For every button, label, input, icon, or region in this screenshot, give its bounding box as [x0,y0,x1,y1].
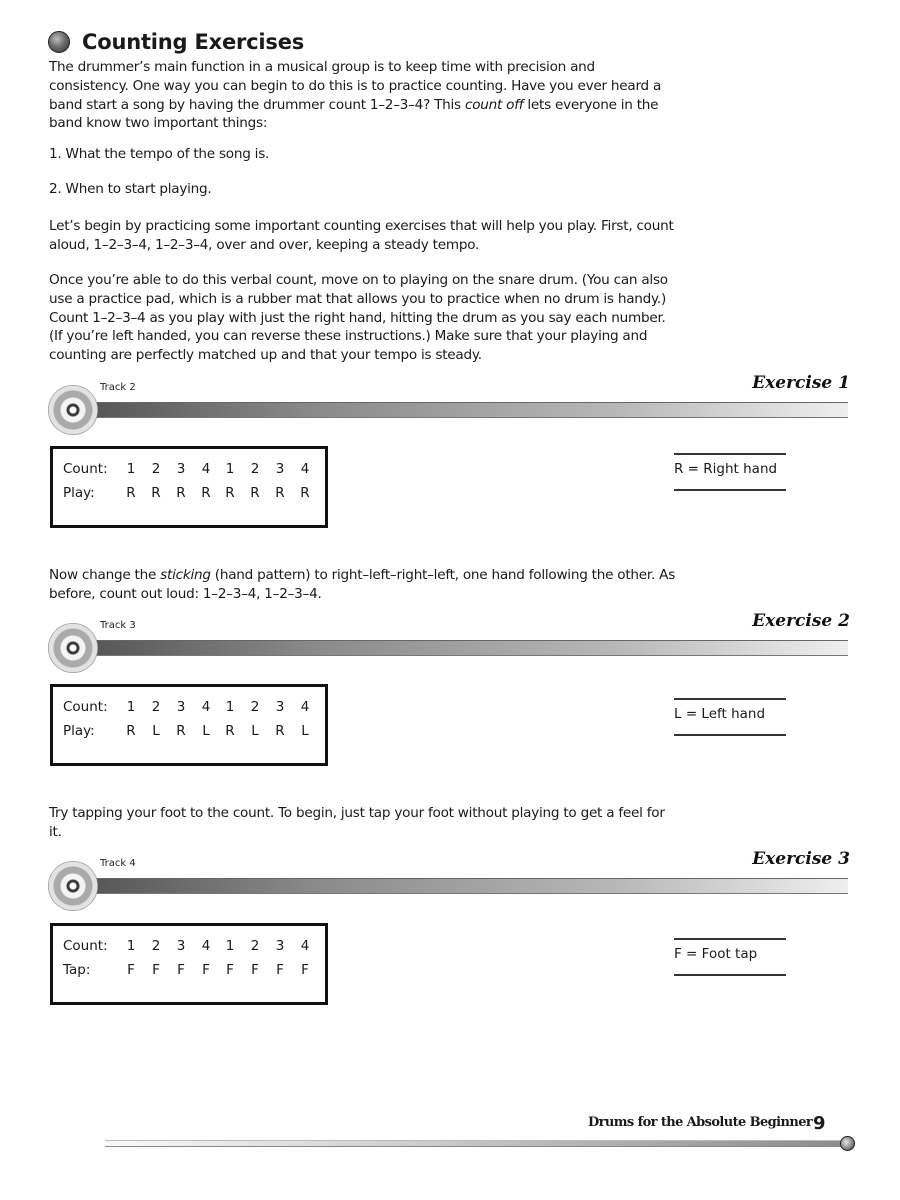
count-cell: 4 [201,461,211,477]
count-cell: 4 [300,938,310,954]
count-cell: 3 [275,461,285,477]
play-cell: L [152,723,160,739]
play-cell: F [202,962,210,978]
count-cell: 1 [225,699,235,715]
page-number: 9 [813,1113,826,1134]
play-cell: L [301,723,309,739]
section-title: Counting Exercises [82,30,305,54]
play-label: Play: [63,723,95,739]
exercise-1-label: Exercise 1 [752,373,850,393]
italic-term: sticking [160,567,211,583]
count-cell: 1 [225,938,235,954]
count-cell: 3 [275,699,285,715]
exercise-3-label: Exercise 3 [752,849,850,869]
footer-bar [105,1140,845,1147]
count-cell: 2 [250,461,260,477]
exercise-3-legend [674,938,786,976]
count-label: Count: [63,938,108,954]
play-cell: L [202,723,210,739]
count-cell: 3 [176,461,186,477]
sticking-paragraph: Now change the sticking (hand pattern) to right–left–right–left, one hand following the other. As before, count out loud: 1–2–3–4, 1–2–3–4. [49,567,676,602]
track-label: Track 2 [100,382,136,393]
play-cell: R [176,485,186,501]
play-cell: F [226,962,234,978]
play-label: Play: [63,485,95,501]
play-cell: R [250,485,260,501]
count-cell: 1 [126,699,136,715]
count-cell: 2 [151,461,161,477]
count-cell: 1 [126,938,136,954]
play-cell: F [251,962,259,978]
count-label: Count: [63,461,108,477]
cd-icon [48,861,98,911]
play-cell: R [151,485,161,501]
count-cell: 2 [151,938,161,954]
counting-paragraph: Let’s begin by practicing some important counting exercises that will help you play. First, count aloud, 1–2–3–4, 1–2–3–4, over and over, keeping a steady tempo. [49,218,674,253]
count-cell: 3 [275,938,285,954]
play-cell: R [275,723,285,739]
exercise-2-label: Exercise 2 [752,611,850,631]
count-cell: 4 [300,699,310,715]
track-bar [86,402,848,418]
count-cell: 1 [126,461,136,477]
play-cell: F [127,962,135,978]
exercise-1-legend [674,453,786,491]
legend-text: L = Left hand [674,706,766,722]
count-label: Count: [63,699,108,715]
count-cell: 3 [176,699,186,715]
play-cell: R [176,723,186,739]
exercise-1-count-box [50,446,328,528]
count-cell: 3 [176,938,186,954]
footer-book-title: Drums for the Absolute Beginner [588,1115,813,1130]
play-cell: F [152,962,160,978]
count-cell: 2 [250,938,260,954]
section-heading [48,30,304,54]
track-label: Track 3 [100,620,136,631]
tap-label: Tap: [63,962,91,978]
italic-term: count off [464,96,524,113]
track-bar [86,640,848,656]
round-bullet-icon [48,31,70,53]
play-cell: R [300,485,310,501]
list-item-tempo: 1. What the tempo of the song is. [49,146,270,162]
exercise-2-legend [674,698,786,736]
exercise-3-count-box [50,923,328,1005]
play-cell: R [201,485,211,501]
count-cell: 2 [151,699,161,715]
play-cell: F [276,962,284,978]
play-cell: R [225,723,235,739]
legend-text: R = Right hand [674,461,778,477]
count-cell: 4 [300,461,310,477]
intro-paragraph: The drummer’s main function in a musical group is to keep time with precision and consistency. One way you can begin to do this is to practice counting. Have you ever heard a band start a song by having the drummer count 1–2–3–4? This count off lets everyone in the band know two important things: [49,59,662,132]
snare-paragraph: Once you’re able to do this verbal count, move on to playing on the snare drum. (You can also use a practice pad, which is a rubber mat that allows you to practice when no drum is handy.) Count 1–2–3–4 as you play with just the right hand, hitting the drum as you say each number. (If you’re left handed, you can reverse these instructions.) Make sure that your playing and counting are perfectly matched up and that your tempo is steady. [49,272,668,364]
list-item-start: 2. When to start playing. [49,181,212,197]
track-bar [86,878,848,894]
exercise-2-count-box [50,684,328,766]
play-cell: L [251,723,259,739]
footer-dot-icon [840,1136,855,1151]
play-cell: R [275,485,285,501]
count-cell: 4 [201,699,211,715]
cd-icon [48,623,98,673]
cd-icon [48,385,98,435]
play-cell: F [177,962,185,978]
track-label: Track 4 [100,858,136,869]
play-cell: R [126,485,136,501]
count-cell: 1 [225,461,235,477]
count-cell: 4 [201,938,211,954]
play-cell: R [126,723,136,739]
count-cell: 2 [250,699,260,715]
play-cell: R [225,485,235,501]
foot-tap-paragraph: Try tapping your foot to the count. To begin, just tap your foot without playing to get a feel for it. [49,805,665,840]
legend-text: F = Foot tap [674,946,758,962]
play-cell: F [301,962,309,978]
